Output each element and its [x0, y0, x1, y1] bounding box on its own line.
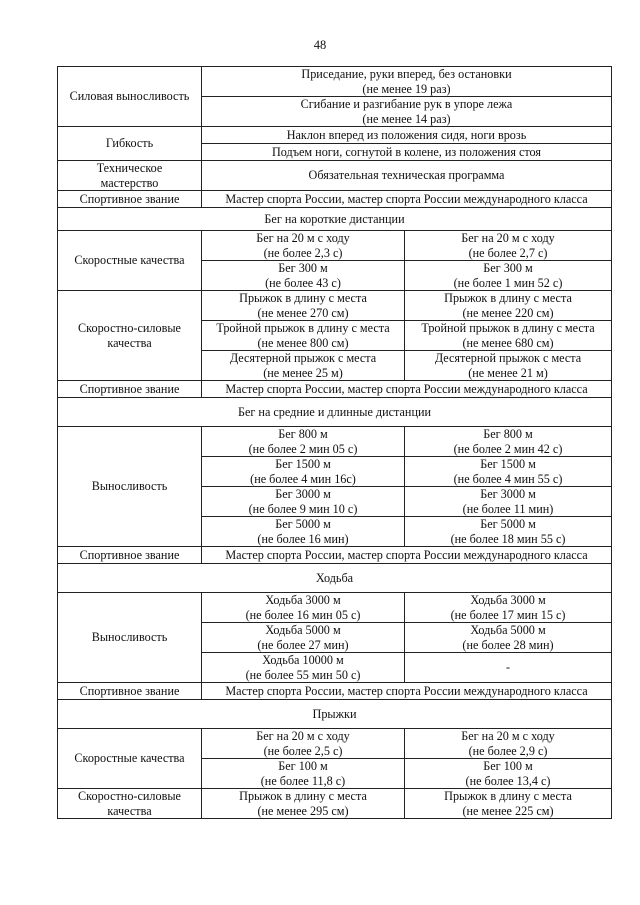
category-cell: Скоростно-силовые качества — [58, 291, 202, 381]
female-norm-cell: Бег на 20 м с ходу (не более 2,9 с) — [405, 729, 612, 759]
table-row — [58, 191, 612, 208]
female-norm-cell: Ходьба 3000 м (не более 17 мин 15 с) — [405, 593, 612, 623]
section-header-row — [58, 398, 612, 427]
category-cell: Скоростные качества — [58, 729, 202, 789]
table-row — [58, 291, 612, 321]
table-row — [58, 67, 612, 97]
female-norm-cell: Бег 1500 м (не более 4 мин 55 с) — [405, 457, 612, 487]
female-norm-cell: Бег на 20 м с ходу (не более 2,7 с) — [405, 231, 612, 261]
category-cell: Спортивное звание — [58, 381, 202, 398]
female-norm-cell: Бег 5000 м (не более 18 мин 55 с) — [405, 517, 612, 547]
male-norm-cell: Бег 100 м (не более 11,8 с) — [202, 759, 405, 789]
female-norm-cell: Бег 100 м (не более 13,4 с) — [405, 759, 612, 789]
section-header: Бег на средние и длинные дистанции — [58, 398, 612, 427]
category-cell: Гибкость — [58, 127, 202, 161]
female-norm-cell: Прыжок в длину с места (не менее 225 см) — [405, 789, 612, 819]
male-norm-cell: Бег 1500 м (не более 4 мин 16с) — [202, 457, 405, 487]
category-cell: Спортивное звание — [58, 547, 202, 564]
female-norm-cell: Десятерной прыжок с места (не менее 21 м) — [405, 351, 612, 381]
category-cell: Спортивное звание — [58, 683, 202, 700]
norm-cell: Сгибание и разгибание рук в упоре лежа (не менее 14 раз) — [202, 97, 612, 127]
category-cell: Техническое мастерство — [58, 161, 202, 191]
table-row — [58, 547, 612, 564]
norm-cell: Мастер спорта России, мастер спорта России международного класса — [202, 381, 612, 398]
norm-cell: Наклон вперед из положения сидя, ноги врозь — [202, 127, 612, 144]
male-norm-cell: Прыжок в длину с места (не менее 270 см) — [202, 291, 405, 321]
category-cell: Выносливость — [58, 427, 202, 547]
table-row — [58, 789, 612, 819]
male-norm-cell: Бег 800 м (не более 2 мин 05 с) — [202, 427, 405, 457]
male-norm-cell: Десятерной прыжок с места (не менее 25 м) — [202, 351, 405, 381]
female-norm-cell: Бег 3000 м (не более 11 мин) — [405, 487, 612, 517]
page-number: 48 — [313, 38, 327, 52]
norm-cell: Приседание, руки вперед, без остановки (не менее 19 раз) — [202, 67, 612, 97]
table-row — [58, 593, 612, 623]
table-row — [58, 231, 612, 261]
section-header: Прыжки — [58, 700, 612, 729]
female-norm-cell: - — [405, 653, 612, 683]
category-cell: Спортивное звание — [58, 191, 202, 208]
male-norm-cell: Бег 5000 м (не более 16 мин) — [202, 517, 405, 547]
male-norm-cell: Бег 3000 м (не более 9 мин 10 с) — [202, 487, 405, 517]
norms-table — [57, 66, 612, 819]
table-row — [58, 683, 612, 700]
female-norm-cell: Тройной прыжок в длину с места (не менее 680 см) — [405, 321, 612, 351]
male-norm-cell: Ходьба 5000 м (не более 27 мин) — [202, 623, 405, 653]
table-row — [58, 161, 612, 191]
male-norm-cell: Ходьба 10000 м (не более 55 мин 50 с) — [202, 653, 405, 683]
section-header: Ходьба — [58, 564, 612, 593]
norm-cell: Обязательная техническая программа — [202, 161, 612, 191]
norm-cell: Мастер спорта России, мастер спорта России международного класса — [202, 683, 612, 700]
section-header-row — [58, 564, 612, 593]
norm-cell: Мастер спорта России, мастер спорта России международного класса — [202, 547, 612, 564]
table-row — [58, 127, 612, 144]
category-cell: Силовая выносливость — [58, 67, 202, 127]
table-row — [58, 729, 612, 759]
category-cell: Скоростные качества — [58, 231, 202, 291]
male-norm-cell: Бег 300 м (не более 43 с) — [202, 261, 405, 291]
male-norm-cell: Бег на 20 м с ходу (не более 2,5 с) — [202, 729, 405, 759]
table-row — [58, 381, 612, 398]
male-norm-cell: Тройной прыжок в длину с места (не менее 800 см) — [202, 321, 405, 351]
male-norm-cell: Прыжок в длину с места (не менее 295 см) — [202, 789, 405, 819]
category-cell: Выносливость — [58, 593, 202, 683]
section-header-row — [58, 208, 612, 231]
norm-cell: Мастер спорта России, мастер спорта России международного класса — [202, 191, 612, 208]
section-header-row — [58, 700, 612, 729]
female-norm-cell: Бег 800 м (не более 2 мин 42 с) — [405, 427, 612, 457]
male-norm-cell: Ходьба 3000 м (не более 16 мин 05 с) — [202, 593, 405, 623]
norm-cell: Подъем ноги, согнутой в колене, из положения стоя — [202, 144, 612, 161]
table-row — [58, 427, 612, 457]
section-header: Бег на короткие дистанции — [58, 208, 612, 231]
female-norm-cell: Прыжок в длину с места (не менее 220 см) — [405, 291, 612, 321]
female-norm-cell: Ходьба 5000 м (не более 28 мин) — [405, 623, 612, 653]
female-norm-cell: Бег 300 м (не более 1 мин 52 с) — [405, 261, 612, 291]
male-norm-cell: Бег на 20 м с ходу (не более 2,3 с) — [202, 231, 405, 261]
category-cell: Скоростно-силовые качества — [58, 789, 202, 819]
